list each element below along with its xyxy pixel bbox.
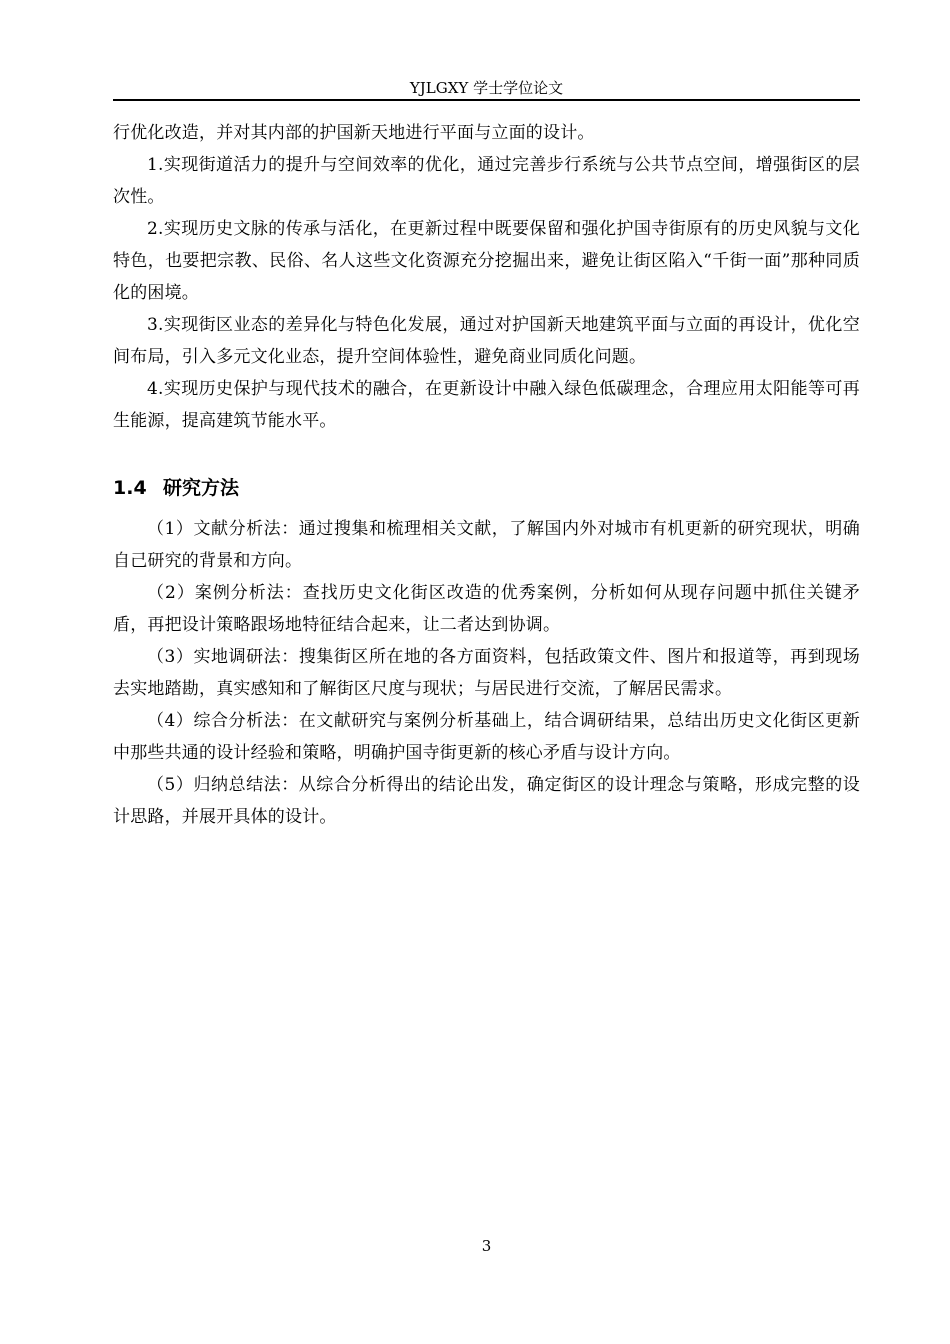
section-heading (113, 437, 860, 513)
running-header: YJLGXY 学士学位论文 (409, 79, 564, 97)
goal-paragraph-1: 1.实现街道活力的提升与空间效率的优化，通过完善步行系统与公共节点空间，增强街区的层次性。 (113, 155, 860, 207)
method-paragraph-3: （3）实地调研法：搜集街区所在地的各方面资料，包括政策文件、图片和报道等，再到现场去实地踏勘，真实感知和了解街区尺度与现状；与居民进行交流，了解居民需求。 (113, 647, 860, 699)
method-paragraph-4: （4）综合分析法：在文献研究与案例分析基础上，结合调研结果，总结出历史文化街区更新中那些共通的设计经验和策略，明确护国寺街更新的核心矛盾与设计方向。 (113, 711, 860, 763)
method-paragraph-2: （2）案例分析法：查找历史文化街区改造的优秀案例，分析如何从现存问题中抓住关键矛盾，再把设计策略跟场地特征结合起来，让二者达到协调。 (113, 583, 860, 635)
section-title: 研究方法 (163, 477, 240, 499)
method-paragraph-5: （5）归纳总结法：从综合分析得出的结论出发，确定街区的设计理念与策略，形成完整的设计思路，并展开具体的设计。 (113, 775, 860, 827)
goal-paragraph-3: 3.实现街区业态的差异化与特色化发展，通过对护国新天地建筑平面与立面的再设计，优化空间布局，引入多元文化业态，提升空间体验性，避免商业同质化问题。 (113, 315, 860, 367)
paragraph-continuation: 行优化改造，并对其内部的护国新天地进行平面与立面的设计。 (113, 123, 595, 143)
body-text (113, 117, 860, 833)
goal-paragraph-4: 4.实现历史保护与现代技术的融合，在更新设计中融入绿色低碳理念，合理应用太阳能等可再生能源，提高建筑节能水平。 (113, 379, 860, 431)
goal-paragraph-2: 2.实现历史文脉的传承与活化，在更新过程中既要保留和强化护国寺街原有的历史风貌与文化特色，也要把宗教、民俗、名人这些文化资源充分挖掘出来，避免让街区陷入“千街一面”那种同质化的困境。 (113, 219, 860, 303)
section-number: 1.4 (113, 477, 147, 499)
method-paragraph-1: （1）文献分析法：通过搜集和梳理相关文献，了解国内外对城市有机更新的研究现状，明确自己研究的背景和方向。 (113, 519, 860, 571)
page-number: 3 (481, 1237, 492, 1255)
header-rule (113, 99, 860, 101)
